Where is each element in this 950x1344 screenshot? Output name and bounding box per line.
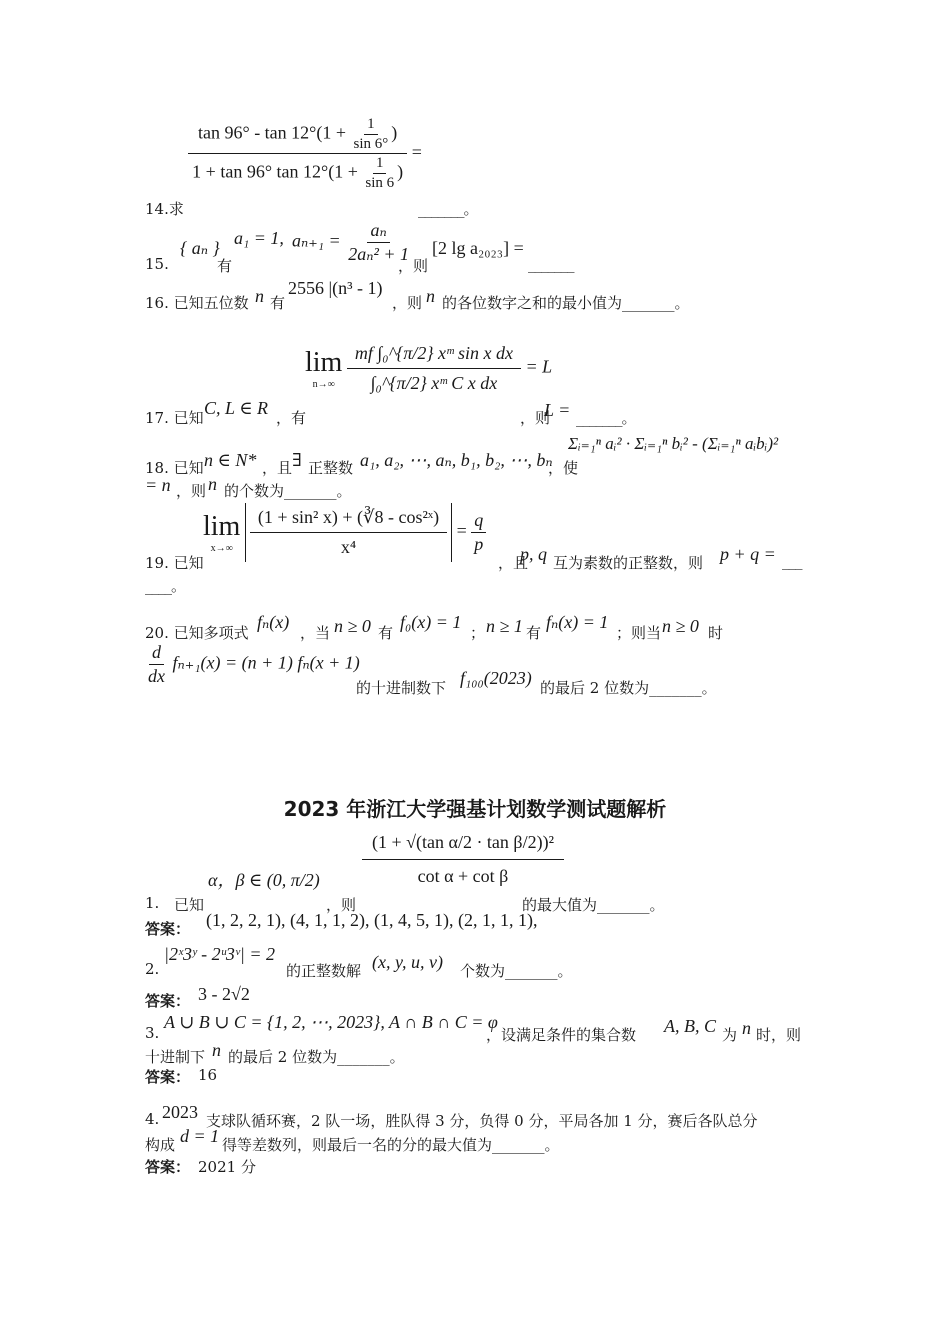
s1-text-c: 的最大值为_______。	[522, 896, 665, 914]
s1-condition: α，β ∈ (0, π/2)	[208, 870, 320, 890]
s4-line2-b: 得等差数列，则最后一名的分的最大值为_______。	[222, 1136, 560, 1154]
q20-cond1: n ≥ 0	[334, 616, 371, 636]
q18-n: n	[208, 474, 217, 494]
s3-num: 3.	[145, 1024, 160, 1042]
q19-target: p + q =	[720, 544, 776, 564]
s4-line2-a: 构成	[145, 1136, 176, 1154]
s4-answer-label: 答案：	[145, 1158, 191, 1176]
q14-num-text: tan 96° - tan 12°(1 +	[198, 122, 347, 143]
q19-text-c: 互为素数的正整数，则	[553, 554, 704, 572]
q17-text-a: 17. 已知	[145, 409, 204, 427]
q17-condition: C, L ∈ R	[204, 398, 269, 418]
q16-text-b: ，则	[392, 294, 423, 312]
q18-exists: ∃	[292, 450, 302, 470]
s3-line2-b: 的最后 2 位数为_______。	[228, 1048, 405, 1066]
q18-vars: a₁, a₂, ⋯, aₙ, b₁, b₂, ⋯, bₙ	[360, 450, 553, 470]
q19-text-b: ，且	[498, 554, 529, 572]
q18-text-f: 的个数为_______。	[224, 482, 352, 500]
q14-blank: _______。	[418, 200, 478, 218]
q20-text-h: 的十进制数下	[356, 679, 447, 697]
q18-line2-eq: = n	[145, 475, 171, 495]
s4-year: 2023	[162, 1102, 198, 1122]
q17-target: L =	[544, 400, 571, 420]
q15-recurrence: aₙ₊₁ = $\frac{\text{aₙ}}{\text{2aₙ² + 1}}$	[292, 220, 410, 264]
s3-text-b: 为	[722, 1026, 738, 1044]
q15-target: [2 lg a₂₀₂₃] =	[432, 238, 524, 258]
s2-vars: (x, y, u, v)	[372, 952, 443, 972]
q17-blank: _______。	[576, 409, 636, 427]
q18-text-e: ，则	[176, 482, 207, 500]
q19-blank-b: ____。	[145, 577, 186, 595]
q18-text-b: ，且	[262, 459, 293, 477]
s1-answer: (1, 2, 2, 1), (4, 1, 1, 2), (1, 4, 5, 1), (2, 1, 1, 1),	[206, 910, 538, 930]
q20-text-g: 时	[708, 624, 724, 642]
q20-text-a: 20. 已知多项式	[145, 624, 249, 642]
q16-text-c: 的各位数字之和的最小值为_______。	[442, 294, 690, 312]
q18-text-d: ，使	[548, 459, 579, 477]
q14-formula: tan 96° - tan 12°(1 + $\frac{1}{\sin 6^\circ}$ ) 1 + tan 96° tan 12°(1 + $\frac{1}{\sin 6}$ ) =	[188, 116, 422, 192]
s1-text-a: 已知	[174, 896, 205, 914]
q16-condition: 2556 |(n³ - 1)	[288, 278, 383, 298]
q17-limit: lim n→∞ $\frac{\text{mf ∫₀\textasciicircum{}\{π/2\} xᵐ sin x dx}}{\text{∫₀\textasciicircum{}\{π/2\} xᵐ C x dx}}$ = L	[305, 335, 552, 402]
q20-text-d: ；	[470, 624, 486, 642]
q19-limit: lim x→∞ $\frac{\text{(1 + sin² x) + (∛8 - cos²ˣ)}}{\text{x⁴}}$ = $\frac{q}{p}$	[203, 503, 486, 562]
s3-text-c: 时，则	[756, 1026, 802, 1044]
s4-num: 4.	[145, 1110, 160, 1128]
section-title: 2023 年浙江大学强基计划数学测试题解析	[283, 797, 667, 821]
q18-text-c: 正整数	[308, 459, 354, 477]
s4-text-a: 支球队循环赛，2 队一场，胜队得 3 分，负得 0 分，平局各加 1 分，赛后各队总分	[206, 1112, 758, 1130]
q15-sequence: { aₙ }	[180, 238, 220, 258]
s2-text-a: 的正整数解	[286, 962, 362, 980]
q20-cond3: n ≥ 0	[662, 616, 699, 636]
s4-d: d = 1	[180, 1126, 220, 1146]
q17-text-c: ，则	[520, 409, 551, 427]
s4-answer: 2021 分	[198, 1158, 256, 1176]
s2-answer: 3 - 2√2	[198, 984, 250, 1004]
s2-equation: |2ˣ3ʸ - 2ᵘ3ᵛ| = 2	[164, 944, 276, 964]
s3-text-a: ，设满足条件的集合数	[486, 1026, 637, 1044]
s3-condition: A ∪ B ∪ C = {1, 2, ⋯, 2023}, A ∩ B ∩ C = φ	[164, 1012, 498, 1032]
q20-f1: fₙ(x) = 1	[546, 612, 609, 632]
s1-text-b: ，则	[326, 896, 357, 914]
q14-label: 14.求	[145, 200, 184, 218]
q15-a1: a₁ = 1,	[234, 228, 284, 248]
s1-answer-label: 答案：	[145, 920, 191, 938]
q20-text-e: 有	[526, 624, 542, 642]
q18-text-a: 18. 已知	[145, 459, 204, 477]
s3-sets: A, B, C	[664, 1016, 716, 1036]
q19-blank-a: ___	[782, 552, 802, 570]
q20-text-f: ；则当	[616, 624, 662, 642]
q16-n2: n	[426, 286, 435, 306]
q16-has: 有	[270, 294, 286, 312]
q14-main-fraction: tan 96° - tan 12°(1 + $\frac{1}{\sin 6^\circ}$ ) 1 + tan 96° tan 12°(1 + $\frac{1}{\sin 6}$ )	[188, 116, 407, 192]
s3-n2: n	[212, 1040, 221, 1060]
q20-target: f₁₀₀(2023)	[460, 668, 532, 688]
q20-text-i: 的最后 2 位数为_______。	[540, 679, 717, 697]
q20-text-c: 有	[378, 624, 394, 642]
q14-den-text: 1 + tan 96° tan 12°(1 +	[192, 161, 358, 182]
q17-text-b: ，有	[276, 409, 307, 427]
q18-sum-expression: Σᵢ₌₁ⁿ aᵢ² · Σᵢ₌₁ⁿ bᵢ² - (Σᵢ₌₁ⁿ aᵢbᵢ)²	[568, 434, 779, 453]
q15-has: 有	[217, 257, 233, 275]
q20-cond2: n ≥ 1	[486, 616, 523, 636]
s2-answer-label: 答案：	[145, 992, 191, 1010]
s3-n: n	[742, 1018, 751, 1038]
q19-text-a: 19. 已知	[145, 554, 204, 572]
q15-then: ，则	[398, 257, 429, 275]
q20-f0: f₀(x) = 1	[400, 612, 462, 632]
s3-line2-a: 十进制下	[145, 1048, 206, 1066]
s1-num: 1.	[145, 894, 160, 912]
s1-expression: $\frac{\text{(1 + √(tan α/2 · tan β/2))²}}{\text{cot α + cot β}}$	[362, 826, 564, 893]
q15-blank: _______	[528, 255, 574, 273]
s3-answer-label: 答案：	[145, 1068, 191, 1086]
q15-label: 15.	[145, 255, 169, 273]
q16-n: n	[255, 286, 264, 306]
q20-fx: fₙ(x)	[257, 612, 290, 632]
q16-text-a: 16. 已知五位数	[145, 294, 249, 312]
s2-num: 2.	[145, 960, 160, 978]
s3-answer: 16	[198, 1066, 218, 1084]
q18-condition: n ∈ N*	[204, 450, 257, 470]
q19-pq: p, q	[520, 544, 547, 564]
q20-derivative: $\frac{d}{dx}$ fₙ₊₁(x) = (n + 1) fₙ(x + 1)	[148, 642, 360, 686]
s2-text-b: 个数为_______。	[460, 962, 573, 980]
q20-text-b: ，当	[300, 624, 331, 642]
